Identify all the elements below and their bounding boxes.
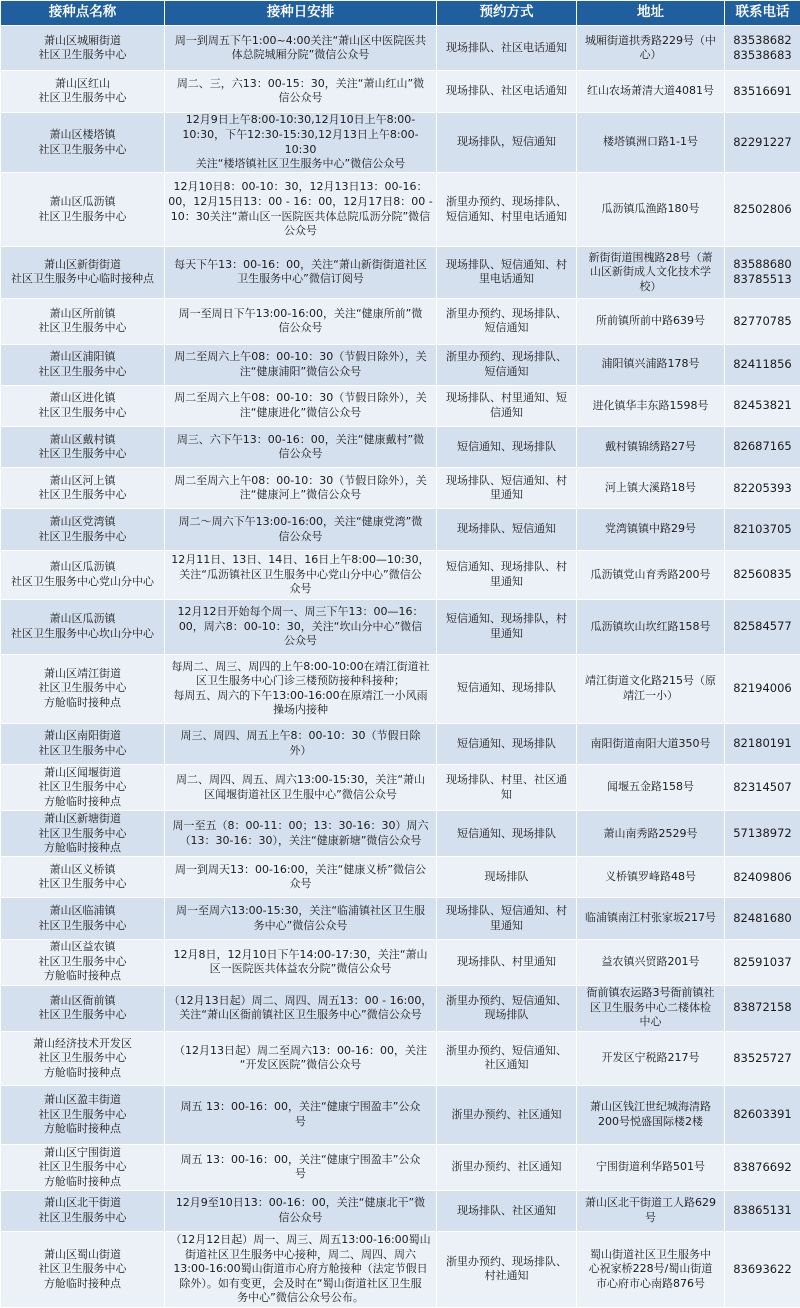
cell-address: 楼塔镇洲口路1-1号 bbox=[577, 112, 725, 173]
cell-schedule: 周二～周六下午13:00-16:00，关注“健康党湾”微 信公众号 bbox=[165, 509, 437, 550]
cell-address: 宁围街道利华路501号 bbox=[577, 1144, 725, 1190]
cell-booking-method: 现场排队、村里通知 bbox=[437, 939, 577, 985]
cell-schedule: 12月11日、13日、14日、16日上午8:00—10:30， 关注“瓜沥镇社区卫生服务中心党山分中心”微信公 众号 bbox=[165, 550, 437, 599]
cell-booking-method: 短信通知、现场排队，村 里通知 bbox=[437, 600, 577, 655]
cell-site-name: 萧山区浦阳镇 社区卫生服务中心 bbox=[1, 344, 165, 385]
header-phone: 联系电话 bbox=[725, 1, 800, 26]
table-row bbox=[1, 985, 800, 1031]
cell-schedule: （12月13日起）周二、周四、周五13：00 - 16:00， 关注“萧山区衙前镇社区卫生服务中心”微信公众号 bbox=[165, 985, 437, 1031]
cell-address: 开发区宁税路217号 bbox=[577, 1031, 725, 1086]
table-row bbox=[1, 112, 800, 173]
cell-booking-method: 现场排队、村里通知、短 信通知 bbox=[437, 385, 577, 426]
cell-schedule: 12月12日开始每个周一、周三下午13：00—16： 00，周六8：00-10：30，关注“坎山分中心”微信 公众号 bbox=[165, 600, 437, 655]
cell-site-name: 萧山区闻堰街道 社区卫生服务中心 方舱临时接种点 bbox=[1, 764, 165, 810]
cell-site-name: 萧山区北干街道 社区卫生服务中心 bbox=[1, 1190, 165, 1231]
cell-booking-method: 浙里办预约、现场排队、 短信通知 bbox=[437, 299, 577, 344]
cell-phone: 82291227 bbox=[725, 112, 800, 173]
cell-booking-method: 现场排队、短信通知 bbox=[437, 509, 577, 550]
cell-phone: 82687165 bbox=[725, 426, 800, 467]
cell-booking-method: 浙里办预约、短信通知、 社区通知 bbox=[437, 1031, 577, 1086]
cell-schedule: 周二至周六上午08：00-10：30（节假日除外），关 注“健康河上”微信公众号 bbox=[165, 468, 437, 509]
cell-schedule: 周二至周六上午08：00-10：30（节假日除外），关 注“健康浦阳”微信公众号 bbox=[165, 344, 437, 385]
cell-site-name: 萧山区党湾镇 社区卫生服务中心 bbox=[1, 509, 165, 550]
cell-booking-method: 短信通知、现场排队 bbox=[437, 811, 577, 857]
cell-phone: 83525727 bbox=[725, 1031, 800, 1086]
cell-phone: 82603391 bbox=[725, 1086, 800, 1145]
cell-schedule: 周一至周六13:00-15:30，关注“临浦镇社区卫生服 务中心”微信公众号 bbox=[165, 898, 437, 939]
cell-booking-method: 浙里办预约、短信通知、 现场排队 bbox=[437, 985, 577, 1031]
cell-address: 临浦镇南江村张家坂217号 bbox=[577, 898, 725, 939]
cell-phone: 83588680 83785513 bbox=[725, 246, 800, 299]
table-row bbox=[1, 764, 800, 810]
table-row bbox=[1, 857, 800, 898]
cell-booking-method: 现场排队、短信通知、村 里通知 bbox=[437, 468, 577, 509]
cell-site-name: 萧山区进化镇 社区卫生服务中心 bbox=[1, 385, 165, 426]
cell-phone: 82194006 bbox=[725, 654, 800, 723]
cell-schedule: 周二、周四、周五、周六13:00-15:30，关注“萧山 区闻堰街道社区卫生服中心”微信公众号 bbox=[165, 764, 437, 810]
table-row bbox=[1, 600, 800, 655]
cell-site-name: 萧山区宁围街道 社区卫生服务中心 方舱临时接种点 bbox=[1, 1144, 165, 1190]
table-row bbox=[1, 898, 800, 939]
header-address: 地址 bbox=[577, 1, 725, 26]
cell-site-name: 萧山区所前镇 社区卫生服务中心 bbox=[1, 299, 165, 344]
cell-site-name: 萧山区临浦镇 社区卫生服务中心 bbox=[1, 898, 165, 939]
cell-booking-method: 现场排队、社区电话通知 bbox=[437, 71, 577, 112]
table-row bbox=[1, 71, 800, 112]
cell-booking-method: 短信通知、现场排队 bbox=[437, 654, 577, 723]
cell-booking-method: 现场排队、短信通知、村 里电话通知 bbox=[437, 246, 577, 299]
cell-schedule: 周五 13：00-16：00，关注“健康宁围盈丰”公众 号 bbox=[165, 1144, 437, 1190]
cell-address: 河上镇大溪路18号 bbox=[577, 468, 725, 509]
cell-schedule: 周一至五（8：00-11：00；13：30-16：30）周六 （13：30-16：30），关注“健康新塘”微信公众号 bbox=[165, 811, 437, 857]
cell-booking-method: 现场排队、村里、社区通 知 bbox=[437, 764, 577, 810]
header-booking: 预约方式 bbox=[437, 1, 577, 26]
cell-site-name: 萧山区盈丰街道 社区卫生服务中心 方舱临时接种点 bbox=[1, 1086, 165, 1145]
cell-site-name: 萧山经济技术开发区 社区卫生服务中心 方舱临时接种点 bbox=[1, 1031, 165, 1086]
cell-address: 瓜沥镇坎山坎红路158号 bbox=[577, 600, 725, 655]
cell-phone: 82453821 bbox=[725, 385, 800, 426]
table-row bbox=[1, 468, 800, 509]
cell-booking-method: 现场排队、短信通知、村 里通知 bbox=[437, 898, 577, 939]
cell-address: 闻堰五金路158号 bbox=[577, 764, 725, 810]
cell-phone: 82409806 bbox=[725, 857, 800, 898]
cell-booking-method: 短信通知、现场排队、村 里通知 bbox=[437, 550, 577, 599]
cell-address: 戴村镇锦绣路27号 bbox=[577, 426, 725, 467]
table-row bbox=[1, 723, 800, 764]
table-row bbox=[1, 344, 800, 385]
table-row bbox=[1, 811, 800, 857]
cell-phone: 57138972 bbox=[725, 811, 800, 857]
cell-site-name: 萧山区河上镇 社区卫生服务中心 bbox=[1, 468, 165, 509]
cell-address: 进化镇华丰东路1598号 bbox=[577, 385, 725, 426]
table-row bbox=[1, 1144, 800, 1190]
cell-phone: 83693622 bbox=[725, 1231, 800, 1307]
cell-address: 瓜沥镇党山育秀路200号 bbox=[577, 550, 725, 599]
cell-address: 义桥镇罗峰路48号 bbox=[577, 857, 725, 898]
cell-phone: 82314507 bbox=[725, 764, 800, 810]
cell-phone: 83865131 bbox=[725, 1190, 800, 1231]
cell-site-name: 萧山区新街街道 社区卫生服务中心临时接种点 bbox=[1, 246, 165, 299]
table-row bbox=[1, 385, 800, 426]
cell-phone: 82481680 bbox=[725, 898, 800, 939]
cell-schedule: 12月8日，12月10日下午14:00-17:30，关注“萧山 区一医院医共体益农分院”微信公众号 bbox=[165, 939, 437, 985]
cell-booking-method: 短信通知、现场排队 bbox=[437, 426, 577, 467]
cell-booking-method: 浙里办预约、现场排队、 短信通知、村里电话通知 bbox=[437, 173, 577, 246]
cell-site-name: 萧山区戴村镇 社区卫生服务中心 bbox=[1, 426, 165, 467]
cell-address: 新街街道围槐路28号（萧 山区新街成人文化技术学 校） bbox=[577, 246, 725, 299]
cell-schedule: 12月9日上午8:00-10:30,12月10日上午8:00- 10:30，下午12:30-15:30,12月13日上午8:00-10:30 关注“楼塔镇社区卫生服务中心”微信公众号 bbox=[165, 112, 437, 173]
cell-site-name: 萧山区瓜沥镇 社区卫生服务中心坎山分中心 bbox=[1, 600, 165, 655]
table-row bbox=[1, 299, 800, 344]
cell-booking-method: 现场排队、社区通知 bbox=[437, 1190, 577, 1231]
cell-phone: 82584577 bbox=[725, 600, 800, 655]
cell-site-name: 萧山区红山 社区卫生服务中心 bbox=[1, 71, 165, 112]
cell-address: 蜀山街道社区卫生服务中 心祝家桥228号/蜀山街道 市心府市心南路876号 bbox=[577, 1231, 725, 1307]
cell-phone: 82411856 bbox=[725, 344, 800, 385]
table-row bbox=[1, 26, 800, 71]
cell-site-name: 萧山区瓜沥镇 社区卫生服务中心 bbox=[1, 173, 165, 246]
table-row bbox=[1, 654, 800, 723]
table-row bbox=[1, 1231, 800, 1307]
cell-address: 浦阳镇兴浦路178号 bbox=[577, 344, 725, 385]
table-header-row bbox=[1, 1, 800, 26]
cell-schedule: 每天下午13：00-16：00，关注“萧山新街街道社区 卫生服务中心”微信订阅号 bbox=[165, 246, 437, 299]
table-row bbox=[1, 509, 800, 550]
cell-schedule: 周一到周天13：00-16:00，关注“健康义桥”微信公 众号 bbox=[165, 857, 437, 898]
cell-booking-method: 现场排队 bbox=[437, 857, 577, 898]
cell-phone: 82180191 bbox=[725, 723, 800, 764]
cell-site-name: 萧山区楼塔镇 社区卫生服务中心 bbox=[1, 112, 165, 173]
cell-phone: 82205393 bbox=[725, 468, 800, 509]
cell-site-name: 萧山区新塘街道 社区卫生服务中心 方舱临时接种点 bbox=[1, 811, 165, 857]
table-row bbox=[1, 550, 800, 599]
cell-booking-method: 浙里办预约、社区通知 bbox=[437, 1144, 577, 1190]
table-row bbox=[1, 1031, 800, 1086]
cell-schedule: 周五 13：00-16：00，关注“健康宁围盈丰”公众 号 bbox=[165, 1086, 437, 1145]
cell-address: 所前镇所前中路639号 bbox=[577, 299, 725, 344]
cell-site-name: 萧山区南阳街道 社区卫生服务中心 bbox=[1, 723, 165, 764]
cell-schedule: （12月13日起）周二至周六13：00-16：00，关注 “开发区医院”微信公众号 bbox=[165, 1031, 437, 1086]
cell-schedule: 12月9至10日13：00-16：00，关注“健康北干”微 信公众号 bbox=[165, 1190, 437, 1231]
cell-schedule: 周一至周日下午13:00-16:00，关注“健康所前”微 信公众号 bbox=[165, 299, 437, 344]
cell-booking-method: 浙里办预约、现场排队、 村社通知 bbox=[437, 1231, 577, 1307]
header-schedule: 接种日安排 bbox=[165, 1, 437, 26]
cell-schedule: 周三、周四、周五上午8：00-10：30（节假日除 外） bbox=[165, 723, 437, 764]
cell-schedule: 周一到周五下午1:00~4:00关注“萧山区中医院医共 体总院城厢分院”微信公众号 bbox=[165, 26, 437, 71]
cell-address: 南阳街道南阳大道350号 bbox=[577, 723, 725, 764]
cell-address: 党湾镇镇中路29号 bbox=[577, 509, 725, 550]
table-row bbox=[1, 246, 800, 299]
cell-phone: 83872158 bbox=[725, 985, 800, 1031]
cell-site-name: 萧山区益农镇 社区卫生服务中心 方舱临时接种点 bbox=[1, 939, 165, 985]
cell-site-name: 萧山区靖江街道 社区卫生服务中心 方舱临时接种点 bbox=[1, 654, 165, 723]
cell-phone: 82770785 bbox=[725, 299, 800, 344]
cell-address: 红山农场萧清大道4081号 bbox=[577, 71, 725, 112]
cell-site-name: 萧山区城厢街道 社区卫生服务中心 bbox=[1, 26, 165, 71]
cell-address: 益农镇兴贸路201号 bbox=[577, 939, 725, 985]
cell-schedule: 周二至周六上午08：00-10：30（节假日除外），关 注“健康进化”微信公众号 bbox=[165, 385, 437, 426]
table-row bbox=[1, 426, 800, 467]
header-site: 接种点名称 bbox=[1, 1, 165, 26]
cell-booking-method: 现场排队，短信通知 bbox=[437, 112, 577, 173]
cell-site-name: 萧山区瓜沥镇 社区卫生服务中心党山分中心 bbox=[1, 550, 165, 599]
cell-site-name: 萧山区衙前镇 社区卫生服务中心 bbox=[1, 985, 165, 1031]
cell-site-name: 萧山区义桥镇 社区卫生服务中心 bbox=[1, 857, 165, 898]
cell-phone: 82502806 bbox=[725, 173, 800, 246]
cell-schedule: 周二、三，六13：00-15：30，关注“萧山红山”微 信公众号 bbox=[165, 71, 437, 112]
cell-address: 萧山南秀路2529号 bbox=[577, 811, 725, 857]
cell-schedule: （12月12日起）周一、周三、周五13:00-16:00蜀山 街道社区卫生服务中心接种，周二、周四、周六 13:00-16:00蜀山街道市心府方舱接种（法定节假日 除外）。如有变更，会及时在“蜀山街道社区卫生服 务中心”微信公众号公布。 bbox=[165, 1231, 437, 1307]
cell-address: 萧山区北干街道工人路629 号 bbox=[577, 1190, 725, 1231]
cell-address: 萧山区钱江世纪城海清路 200号悦盛国际楼2楼 bbox=[577, 1086, 725, 1145]
table-row bbox=[1, 1086, 800, 1145]
cell-phone: 83516691 bbox=[725, 71, 800, 112]
cell-phone: 83876692 bbox=[725, 1144, 800, 1190]
cell-schedule: 周三、六下午13：00-16：00，关注“健康戴村”微 信公众号 bbox=[165, 426, 437, 467]
cell-booking-method: 浙里办预约、社区通知 bbox=[437, 1086, 577, 1145]
cell-address: 衙前镇农运路3号衙前镇社 区卫生服务中心二楼体检 中心 bbox=[577, 985, 725, 1031]
table-row bbox=[1, 1190, 800, 1231]
table-row bbox=[1, 173, 800, 246]
cell-address: 城厢街道拱秀路229号（中 心） bbox=[577, 26, 725, 71]
cell-booking-method: 浙里办预约、现场排队、 短信通知 bbox=[437, 344, 577, 385]
cell-booking-method: 短信通知、现场排队 bbox=[437, 723, 577, 764]
cell-phone: 82560835 bbox=[725, 550, 800, 599]
cell-booking-method: 现场排队、社区电话通知 bbox=[437, 26, 577, 71]
table-row bbox=[1, 939, 800, 985]
cell-address: 瓜沥镇瓜渔路180号 bbox=[577, 173, 725, 246]
cell-phone: 82591037 bbox=[725, 939, 800, 985]
cell-schedule: 12月10日8：00-10：30，12月13日13：00-16： 00，12月15日13：00 - 16：00，12月17日8：00 - 10：30关注“萧山区一医院医共体总院瓜沥分院”微信 公众号 bbox=[165, 173, 437, 246]
cell-address: 靖江街道文化路215号（原 靖江一小） bbox=[577, 654, 725, 723]
cell-phone: 83538682 83538683 bbox=[725, 26, 800, 71]
cell-site-name: 萧山区蜀山街道 社区卫生服务中心 方舱临时接种点 bbox=[1, 1231, 165, 1307]
cell-phone: 82103705 bbox=[725, 509, 800, 550]
cell-schedule: 每周二、周三、周四的上午8:00-10:00在靖江街道社 区卫生服务中心门诊三楼预防接种科接种； 每周五、周六的下午13:00-16:00在原靖江一小风雨 操场内接种 bbox=[165, 654, 437, 723]
